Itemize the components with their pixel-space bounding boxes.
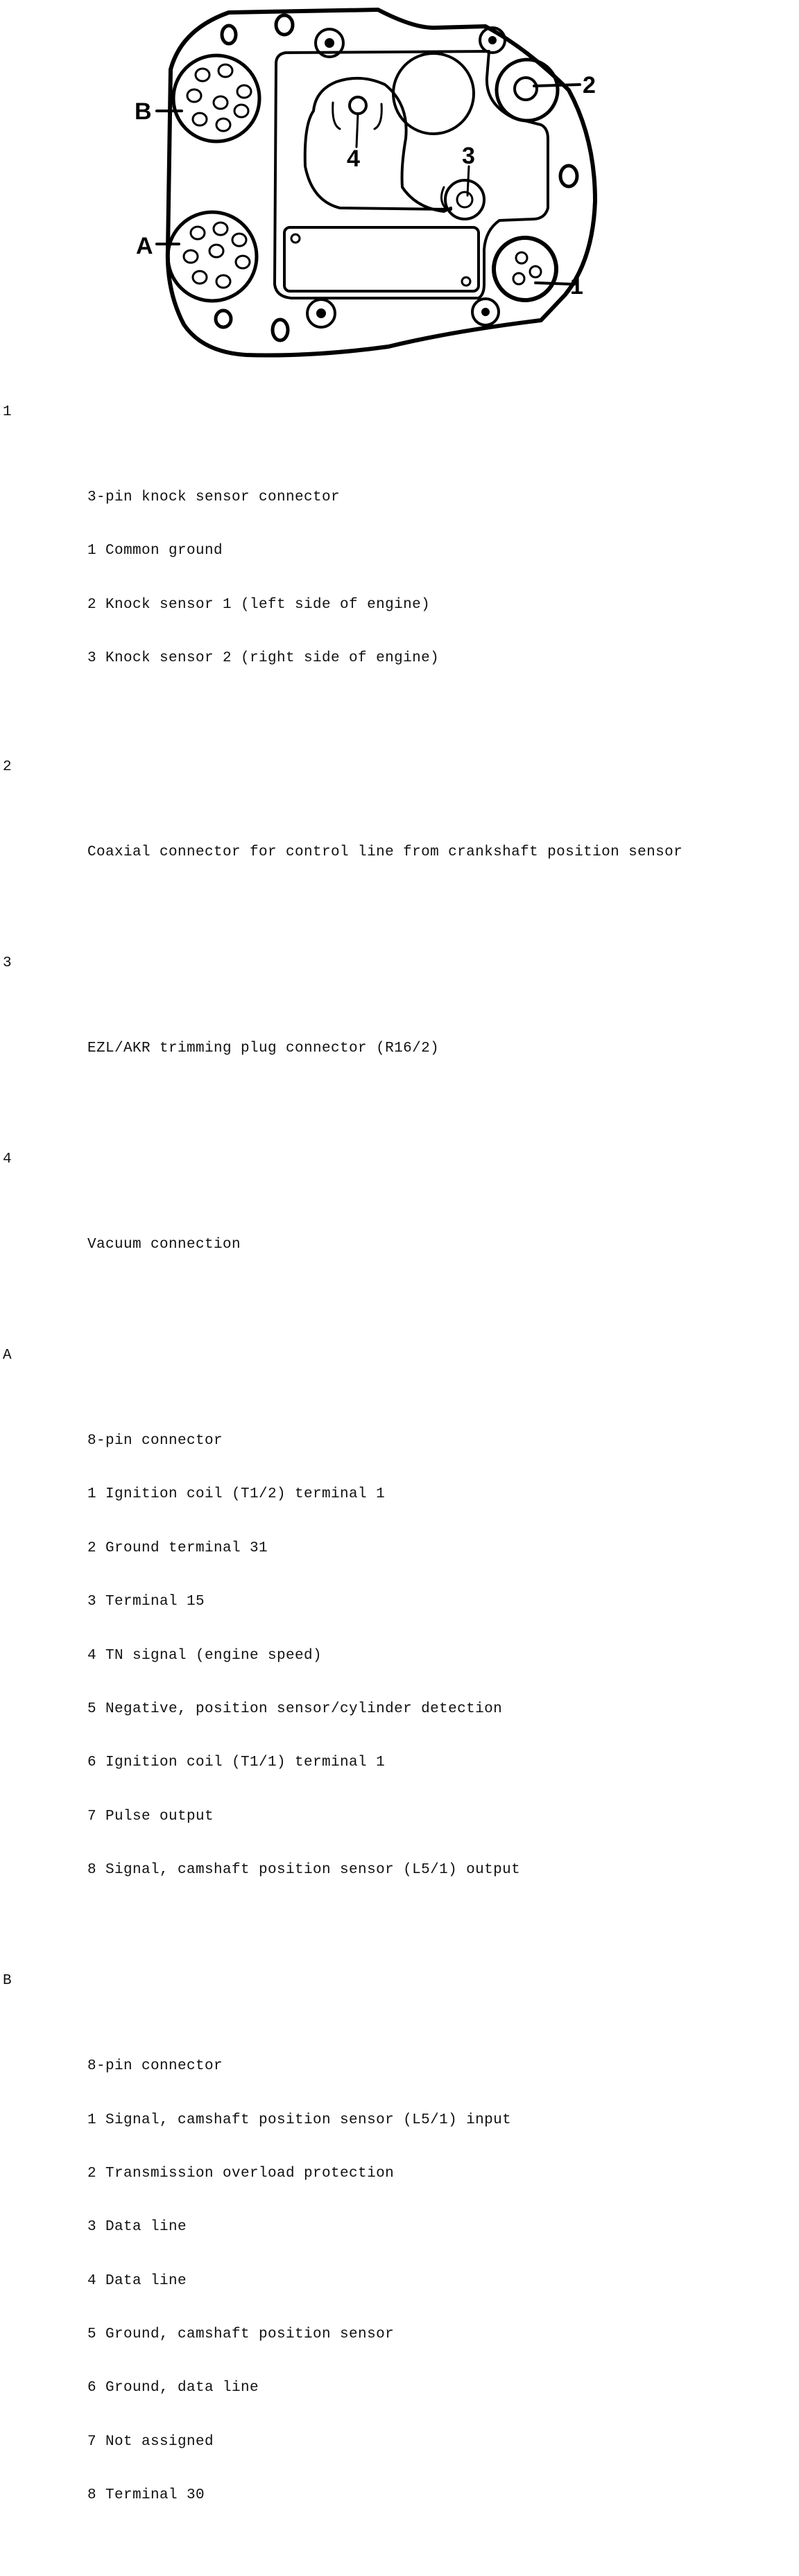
pin-line: 5 Ground, camshaft position sensor	[87, 2326, 395, 2343]
legend-id: 1	[3, 404, 12, 420]
vacuum-chamber	[305, 78, 451, 211]
legend-title: EZL/AKR trimming plug connector (R16/2)	[87, 1041, 440, 1057]
pin-line: 5 Negative, position sensor/cylinder detection	[87, 1700, 503, 1717]
legend-entry-3	[0, 950, 799, 1129]
legend-title: 8-pin connector	[87, 2058, 223, 2075]
housing-hole	[216, 311, 231, 327]
coaxial-connector	[497, 60, 558, 121]
legend-entry-b	[0, 1968, 799, 2576]
housing-hole	[222, 26, 236, 44]
legend	[0, 399, 799, 2576]
pin-line: 1 Ignition coil (T1/2) terminal 1	[87, 1486, 386, 1503]
pin-line: 8 Terminal 30	[87, 2487, 205, 2504]
label-plate	[284, 227, 479, 291]
callout-label: A	[136, 233, 153, 259]
callout-label: 2	[583, 72, 596, 98]
knock-sensor-connector	[494, 238, 556, 300]
legend-title: 8-pin connector	[87, 1433, 223, 1450]
pin-line: 8 Signal, camshaft position sensor (L5/1) output	[87, 1862, 521, 1879]
pin-line: 1 Common ground	[87, 543, 223, 559]
screw-icon	[472, 299, 499, 325]
pin-line: 6 Ignition coil (T1/1) terminal 1	[87, 1755, 386, 1771]
legend-title: Vacuum connection	[87, 1237, 241, 1253]
pin-line: 6 Ground, data line	[87, 2380, 259, 2396]
pin-line: 1 Signal, camshaft position sensor (L5/1) input	[87, 2112, 512, 2128]
vacuum-port	[350, 97, 366, 114]
pin-line: 3 Data line	[87, 2219, 187, 2236]
housing-hole	[276, 15, 293, 35]
trimming-plug	[441, 180, 484, 219]
callout-label: 3	[462, 143, 475, 169]
pin-line: 4 Data line	[87, 2272, 187, 2289]
legend-id: A	[3, 1348, 12, 1364]
housing-hole	[273, 320, 288, 340]
legend-entry-1	[0, 399, 799, 739]
pin-line: 4 TN signal (engine speed)	[87, 1647, 323, 1664]
pin-line: 2 Transmission overload protection	[87, 2165, 395, 2182]
legend-id: 3	[3, 955, 12, 972]
round-cap	[393, 53, 474, 134]
callout-label: B	[135, 98, 152, 125]
legend-entry-2	[0, 754, 799, 933]
pin-line: 3 Knock sensor 2 (right side of engine)	[87, 650, 440, 667]
legend-id: 4	[3, 1151, 12, 1168]
pin-line: 7 Not assigned	[87, 2433, 214, 2450]
connector-b	[173, 55, 259, 141]
legend-id: B	[3, 1973, 12, 1990]
screw-icon	[307, 299, 335, 327]
pin-line: 3 Terminal 15	[87, 1594, 205, 1610]
ignition-module-diagram	[0, 0, 799, 374]
legend-entry-a	[0, 1343, 799, 1951]
pin-line: 2 Knock sensor 1 (left side of engine)	[87, 596, 431, 613]
callout-label: 1	[570, 273, 583, 299]
housing-hole	[560, 166, 577, 186]
legend-entry-4	[0, 1147, 799, 1325]
inner-frame	[275, 51, 548, 298]
pin-line: 7 Pulse output	[87, 1808, 214, 1825]
connector-a	[168, 212, 257, 301]
legend-id: 2	[3, 759, 12, 776]
legend-title: 3-pin knock sensor connector	[87, 489, 341, 505]
callout-label: 4	[347, 146, 360, 172]
legend-title: Coaxial connector for control line from crankshaft position sensor	[87, 844, 683, 861]
pin-line: 2 Ground terminal 31	[87, 1540, 268, 1556]
